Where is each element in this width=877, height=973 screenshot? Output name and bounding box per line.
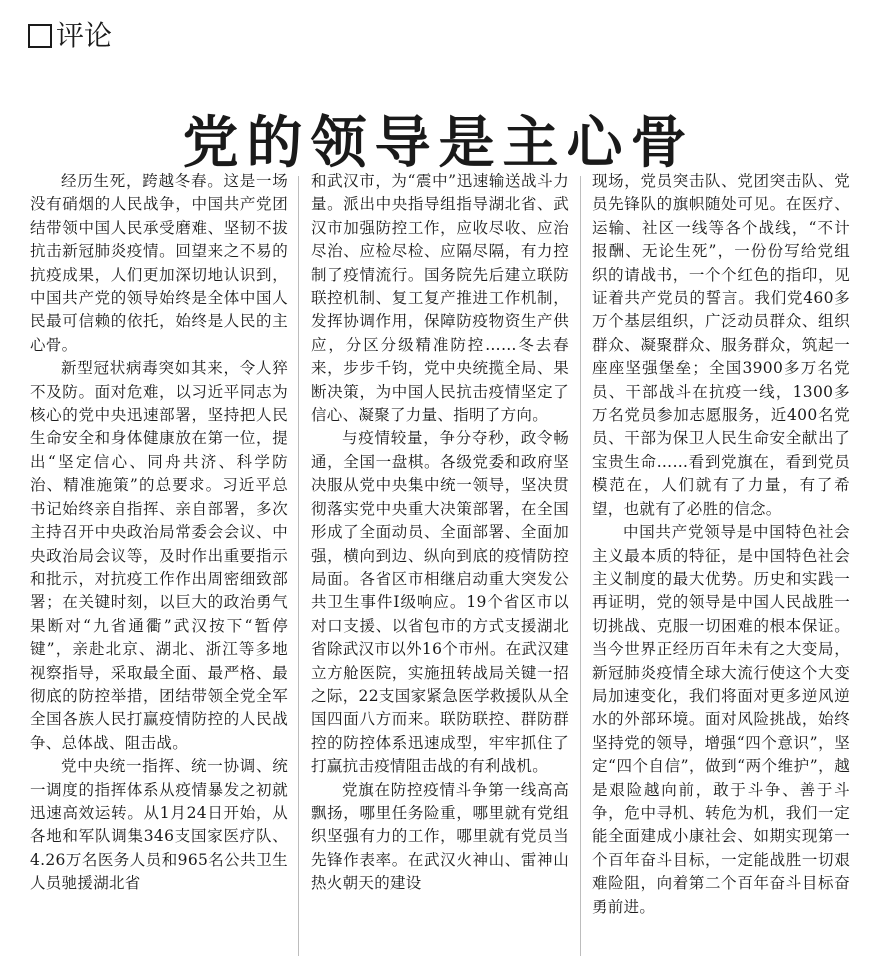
paragraph: 与疫情较量，争分夺秒，政令畅通，全国一盘棋。各级党委和政府坚决服从党中央集中统一领导，坚决贯彻落实党中央重大决策部署，在全国形成了全面动员、全面部署、全面加强，横向到边、纵向到底的疫情防控局面。各省区市相继启动重大突发公共卫生事件Ⅰ级响应。19个省区市以对口支援、以省包市的方式支援湖北省除武汉市以外16个市州。在武汉建立方舱医院，实施扭转战局关键一招之际，22支国家紧急医学救援队从全国四面八方而来。联防联控、群防群控的防控体系迅速成型，牢牢抓住了打赢抗击疫情阻击战的有利战机。 bbox=[311, 429, 569, 776]
section-label bbox=[28, 18, 112, 54]
section-label-text: 评论 bbox=[56, 19, 113, 52]
paragraph: 党旗在防控疫情斗争第一线高高飘扬，哪里任务险重，哪里就有党组织坚强有力的工作，哪里就有党员当先锋作表率。在武汉火神山、雷神山热火朝天的建设 bbox=[311, 780, 569, 893]
paragraph: 和武汉市，为“震中”迅速输送战斗力量。派出中央指导组指导湖北省、武汉市加强防控工作，应收尽收、应治尽治、应检尽检、应隔尽隔，有力控制了疫情流行。国务院先后建立联防联控机制、复工复产推进工作机制，发挥协调作用，保障防疫物资生产供应，分区分级精准防控……冬去春来，步步千钧，党中央统揽全局、果断决策，为中国人民抗击疫情坚定了信心、凝聚了力量、指明了方向。 bbox=[311, 172, 569, 425]
paragraph: 中国共产党领导是中国特色社会主义最本质的特征，是中国特色社会主义制度的最大优势。历史和实践一再证明，党的领导是中国人民战胜一切挑战、克服一切困难的根本保证。当今世界正经历百年未有之大变局，新冠肺炎疫情全球大流行使这个大变局加速变化，我们将面对更多逆风逆水的外部环境。面对风险挑战，始终坚持党的领导，增强“四个意识”，坚定“四个自信”，做到“两个维护”，越是艰险越向前，敢于斗争、善于斗争，危中寻机、转危为机，我们一定能全面建成小康社会、如期实现第一个百年奋斗目标，一定能战胜一切艰难险阻，向着第二个百年奋斗目标奋勇前进。 bbox=[592, 523, 850, 916]
paragraph: 现场，党员突击队、党团突击队、党员先锋队的旗帜随处可见。在医疗、运输、社区一线等各个战线，“不计报酬、无论生死”，一份份写给党组织的请战书，一个个红色的指印，见证着共产党员的誓言。我们党460多万个基层组织，广泛动员群众、组织群众、凝聚群众、服务群众，筑起一座座坚强堡垒；全国3900多万名党员、干部战斗在抗疫一线，1300多万名党员参加志愿服务，近400名党员、干部为保卫人民生命安全献出了宝贵生命……看到党旗在，看到党员模范在，人们就有了力量，有了希望，也就有了必胜的信念。 bbox=[592, 172, 850, 518]
paragraph: 经历生死，跨越冬春。这是一场没有硝烟的人民战争，中国共产党团结带领中国人民承受磨难、坚韧不拔抗击新冠肺炎疫情。回望来之不易的抗疫成果，人们更加深切地认识到，中国共产党的领导始终是全体中国人民最可信赖的依托，始终是人民的主心骨。 bbox=[30, 172, 288, 354]
paragraph: 新型冠状病毒突如其来，令人猝不及防。面对危难，以习近平同志为核心的党中央迅速部署，坚持把人民生命安全和身体健康放在第一位，提出“坚定信心、同舟共济、科学防治、精准施策”的总要求。习近平总书记始终亲自指挥、亲自部署，多次主持召开中央政治局常委会会议、中央政治局会议等，及时作出重要指示和批示，对抗疫工作作出周密细致部署；在关键时刻，以巨大的政治勇气果断对“九省通衢”武汉按下“暂停键”，亲赴北京、湖北、浙江等多地视察指导，采取最全面、最严格、最彻底的防控举措，团结带领全党全军全国各族人民打赢疫情防控的人民战争、总体战、阻击战。 bbox=[30, 359, 288, 752]
article-column-3 bbox=[592, 170, 850, 960]
article-column-2 bbox=[311, 170, 569, 960]
article-body bbox=[30, 170, 850, 960]
paragraph: 党中央统一指挥、统一协调、统一调度的指挥体系从疫情暴发之初就迅速高效运转。从1月24日开始，从各地和军队调集346支国家医疗队、4.26万名医务人员和965名公共卫生人员驰援湖北省 bbox=[30, 757, 288, 893]
article-column-1 bbox=[30, 170, 288, 960]
headline: 党的领导是主心骨 bbox=[182, 110, 695, 176]
section-box-icon bbox=[28, 24, 52, 48]
